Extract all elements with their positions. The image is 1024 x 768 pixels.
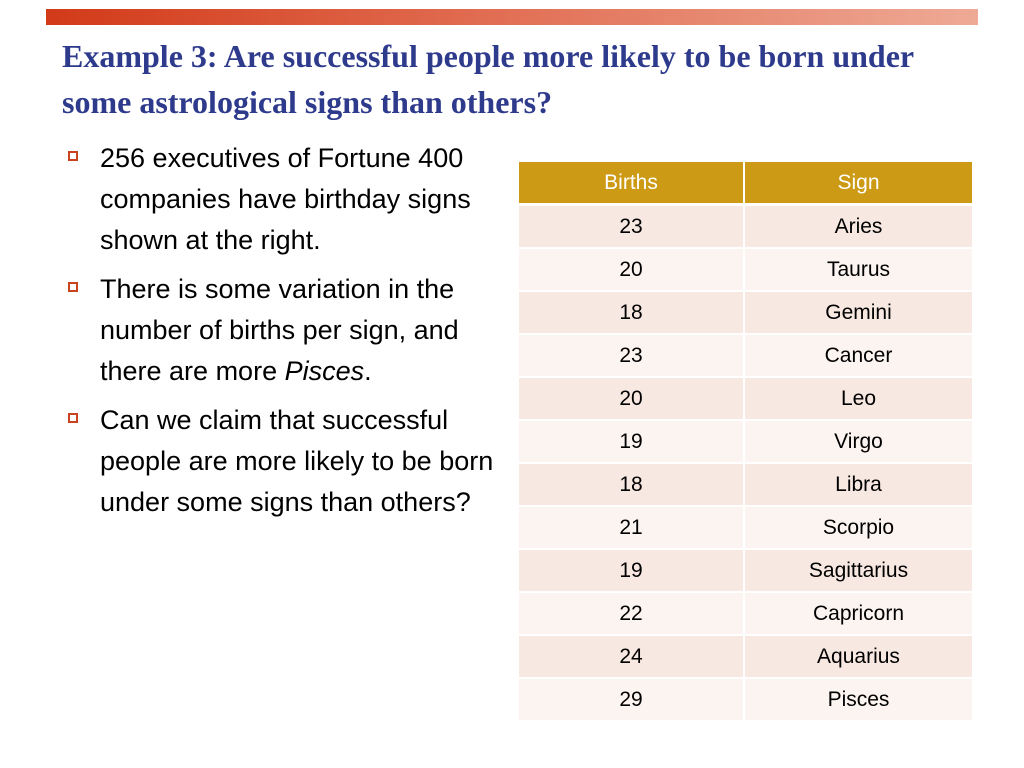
births-cell: 18 [519,291,744,334]
square-bullet-icon [68,151,78,161]
bullet-text: There is some variation in the number of births per sign, and there are more [100,274,459,386]
sign-column-header: Sign [744,162,973,205]
square-bullet-icon [68,413,78,423]
births-cell: 20 [519,248,744,291]
table-header-row [519,162,973,205]
births-cell: 19 [519,420,744,463]
table-row [519,377,973,420]
bullet-emphasis: Pisces [284,356,365,386]
births-cell: 22 [519,592,744,635]
births-cell: 20 [519,377,744,420]
table-row [519,506,973,549]
table-row [519,420,973,463]
table-row [519,291,973,334]
sign-cell: Sagittarius [744,549,973,592]
table-row [519,334,973,377]
births-cell: 29 [519,678,744,721]
sign-cell: Virgo [744,420,973,463]
title-accent-bar [46,9,978,25]
sign-cell: Taurus [744,248,973,291]
slide-title: Example 3: Are successful people more likely to be born under some astrological signs than others? [62,38,914,120]
table-row [519,463,973,506]
births-cell: 23 [519,205,744,249]
births-cell: 23 [519,334,744,377]
bullet-text: Can we claim that successful people are more likely to be born under some signs than others? [100,405,494,517]
table-body [519,205,973,722]
sign-cell: Capricorn [744,592,973,635]
square-bullet-icon [68,282,78,292]
table-row [519,592,973,635]
table-row [519,678,973,721]
births-cell: 18 [519,463,744,506]
bullet-item [62,138,502,261]
bullet-item [62,400,502,523]
table-row [519,205,973,249]
table-row [519,549,973,592]
bullet-text-end: . [364,356,372,386]
sign-cell: Gemini [744,291,973,334]
bullet-list [62,138,502,531]
bullet-item [62,269,502,392]
sign-cell: Libra [744,463,973,506]
table-row [519,635,973,678]
births-cell: 24 [519,635,744,678]
sign-cell: Aries [744,205,973,249]
births-by-sign-table [519,162,974,722]
births-column-header: Births [519,162,744,205]
table-row [519,248,973,291]
sign-cell: Pisces [744,678,973,721]
sign-cell: Aquarius [744,635,973,678]
sign-cell: Leo [744,377,973,420]
bullet-text: 256 executives of Fortune 400 companies have birthday signs shown at the right. [100,143,471,255]
sign-cell: Cancer [744,334,973,377]
sign-cell: Scorpio [744,506,973,549]
births-cell: 21 [519,506,744,549]
births-cell: 19 [519,549,744,592]
